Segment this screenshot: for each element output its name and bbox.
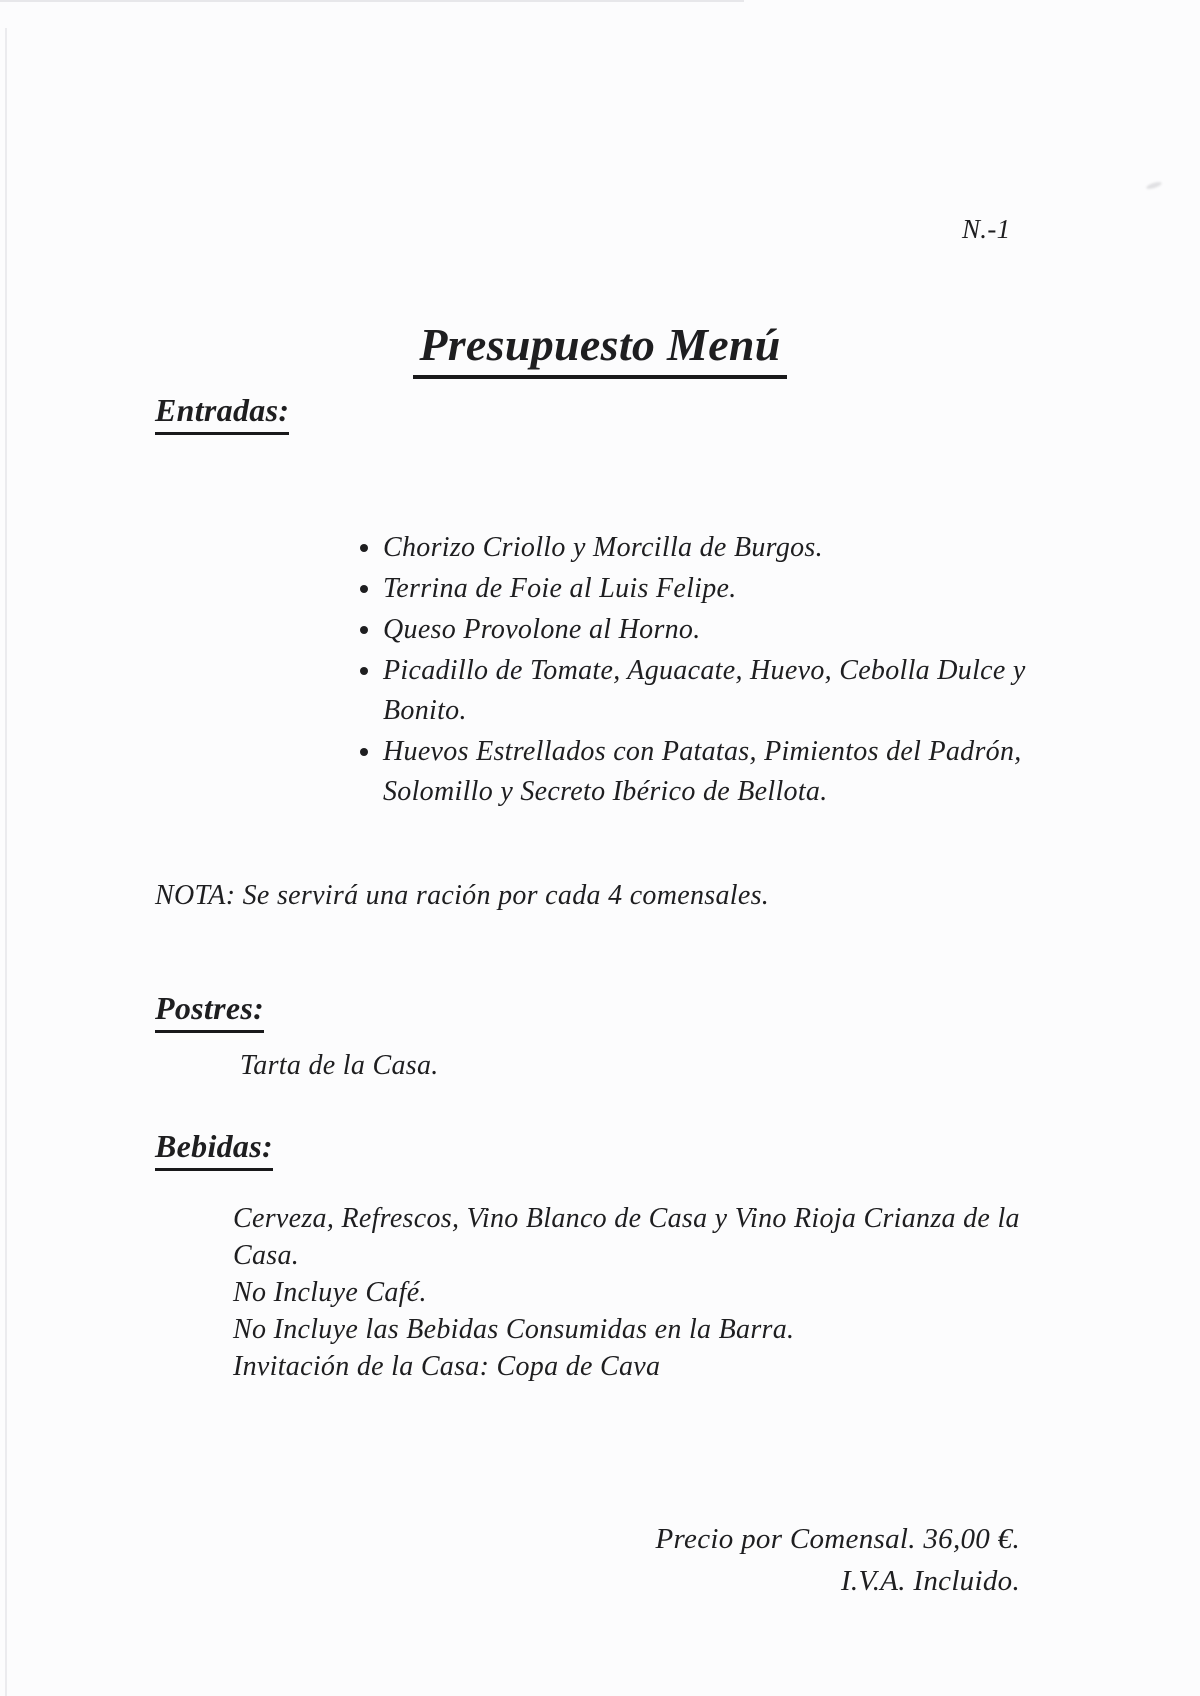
entradas-list bbox=[347, 528, 1037, 813]
entradas-heading-label: Entradas: bbox=[155, 392, 289, 435]
scan-edge-left bbox=[5, 28, 7, 1696]
bebidas-line: Invitación de la Casa: Copa de Cava bbox=[233, 1351, 661, 1382]
menu-item: • Terrina de Foie al Luis Felipe. bbox=[383, 569, 1037, 610]
document-title-row bbox=[0, 318, 1200, 379]
page-number: N.-1 bbox=[962, 214, 1011, 244]
bebidas-lines bbox=[233, 1200, 1023, 1385]
section-heading-entradas bbox=[155, 392, 289, 435]
scan-edge-top bbox=[0, 0, 744, 2]
bebidas-heading-label: Bebidas: bbox=[155, 1128, 273, 1171]
pricing-block bbox=[580, 1518, 1020, 1602]
section-heading-postres bbox=[155, 990, 264, 1033]
bebidas-line: Cerveza, Refrescos, Vino Blanco de Casa y Vino Rioja Crianza de la Casa. bbox=[233, 1203, 1020, 1271]
nota-line: NOTA: Se servirá una ración por cada 4 comensales. bbox=[155, 880, 770, 911]
tax-included-note: I.V.A. Incluido. bbox=[840, 1565, 1020, 1597]
menu-item: • Picadillo de Tomate, Aguacate, Huevo, Cebolla Dulce y Bonito. bbox=[383, 651, 1037, 732]
document-title: Presupuesto Menú bbox=[413, 318, 786, 379]
postres-item: Tarta de la Casa. bbox=[240, 1050, 439, 1081]
menu-item: • Queso Provolone al Horno. bbox=[383, 610, 1037, 651]
postres-heading-label: Postres: bbox=[155, 990, 264, 1033]
menu-item: • Huevos Estrellados con Patatas, Pimientos del Padrón, Solomillo y Secreto Ibérico de Bellota. bbox=[383, 732, 1037, 813]
scan-smudge bbox=[1146, 181, 1163, 191]
section-heading-bebidas bbox=[155, 1128, 273, 1171]
bebidas-line: No Incluye las Bebidas Consumidas en la Barra. bbox=[233, 1314, 795, 1345]
bebidas-line: No Incluye Café. bbox=[233, 1277, 427, 1308]
price-per-person: Precio por Comensal. 36,00 €. bbox=[655, 1523, 1020, 1555]
menu-item: • Chorizo Criollo y Morcilla de Burgos. bbox=[383, 528, 1037, 569]
